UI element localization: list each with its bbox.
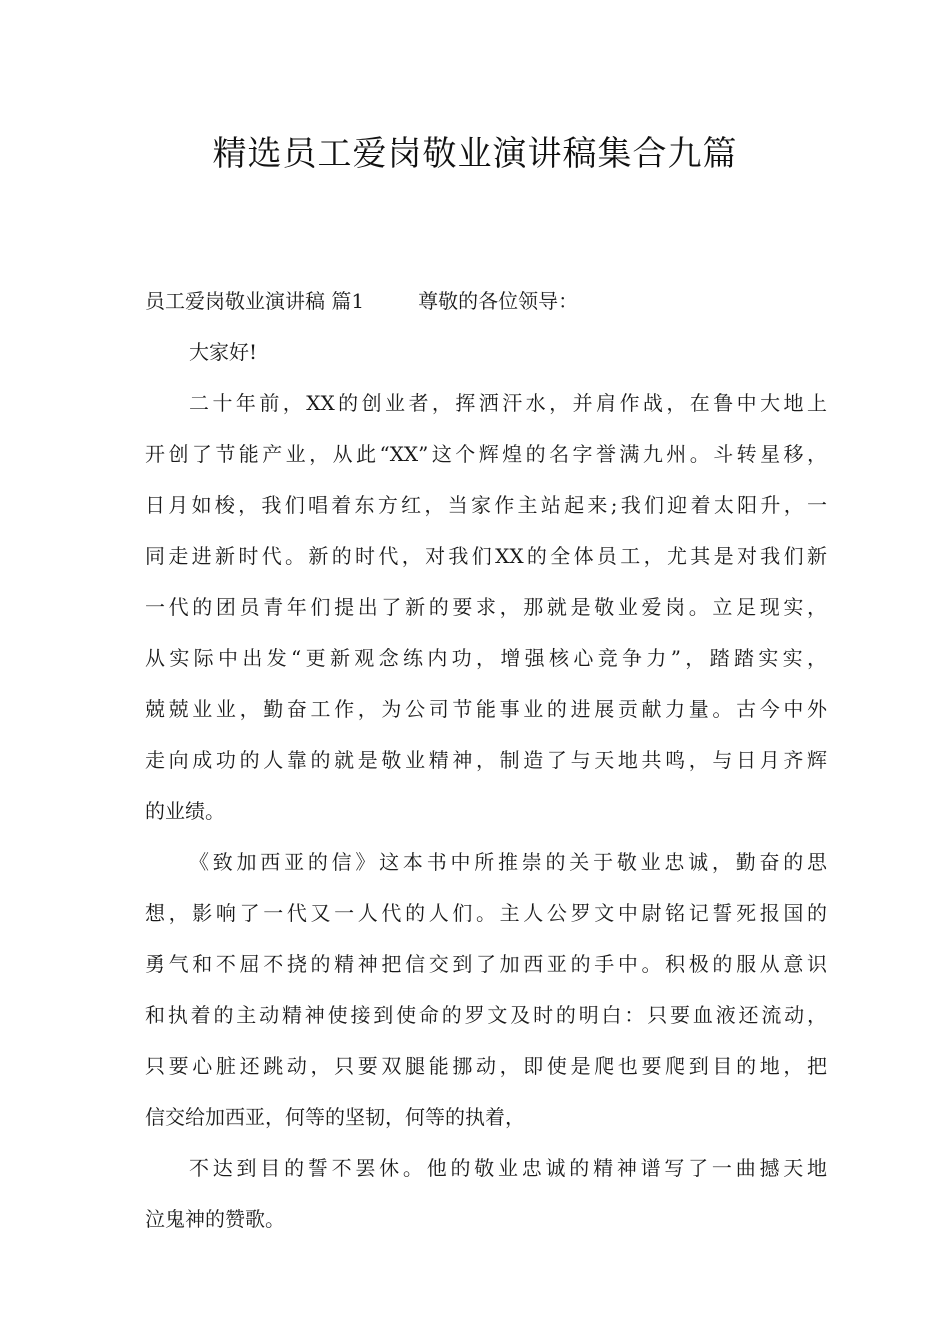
line-gap	[145, 471, 827, 488]
paragraph-line: 不达到目的誓不罢休。他的敬业忠诚的精神谱写了一曲撼天地	[189, 1156, 827, 1180]
line-gap	[145, 675, 827, 692]
line-gap	[145, 1083, 827, 1100]
paragraph-line: 想，影响了一代又一人代的人们。主人公罗文中尉铭记誓死报国的	[145, 901, 827, 925]
document-body	[145, 284, 827, 1236]
line-gap	[145, 930, 827, 947]
line-gap	[145, 1185, 827, 1202]
paragraph-gap	[145, 369, 827, 386]
paragraph-2	[145, 845, 827, 1134]
line-gap	[145, 624, 827, 641]
paragraph-line: 日月如梭，我们唱着东方红，当家作主站起来;我们迎着太阳升，一	[145, 493, 827, 517]
paragraph-line: 只要心脏还跳动，只要双腿能挪动，即使是爬也要爬到目的地，把	[145, 1054, 827, 1078]
section-heading: 员工爱岗敬业演讲稿 篇1	[145, 289, 365, 313]
paragraph-3	[145, 1151, 827, 1236]
paragraph-line: 二十年前，XX的创业者，挥洒汗水，并肩作战，在鲁中大地上	[189, 391, 827, 415]
paragraph-line: 的业绩。	[145, 799, 225, 823]
line-gap	[145, 420, 827, 437]
line-gap	[145, 879, 827, 896]
line-gap	[145, 981, 827, 998]
document-title: 精选员工爱岗敬业演讲稿集合九篇	[212, 134, 738, 174]
section-heading-line	[145, 284, 827, 318]
paragraph-line: 和执着的主动精神使接到使命的罗文及时的明白：只要血液还流动，	[145, 1003, 827, 1027]
paragraph-line: 勇气和不屈不挠的精神把信交到了加西亚的手中。积极的服从意识	[145, 952, 827, 976]
paragraph-line: 同走进新时代。新的时代，对我们XX的全体员工，尤其是对我们新	[145, 544, 827, 568]
paragraph-line: 泣鬼神的赞歌。	[145, 1207, 285, 1231]
paragraph-gap	[145, 1134, 827, 1151]
line-gap	[145, 726, 827, 743]
line-gap	[145, 573, 827, 590]
greeting: 大家好!	[189, 340, 258, 364]
paragraph-line: 从实际中出发“更新观念练内功，增强核心竞争力”，踏踏实实，	[145, 646, 827, 670]
paragraph-gap	[145, 318, 827, 335]
paragraph-line: 一代的团员青年们提出了新的要求，那就是敬业爱岗。立足现实，	[145, 595, 827, 619]
salutation: 尊敬的各位领导：	[418, 289, 579, 313]
line-gap	[145, 522, 827, 539]
paragraph-line: 信交给加西亚，何等的坚韧，何等的执着，	[145, 1105, 525, 1129]
paragraph-line: 走向成功的人靠的就是敬业精神，制造了与天地共鸣，与日月齐辉	[145, 748, 827, 772]
paragraph-1	[145, 386, 827, 828]
paragraph-line: 开创了节能产业，从此“XX”这个辉煌的名字誉满九州。斗转星移，	[145, 442, 827, 466]
paragraph-line: 兢兢业业，勤奋工作，为公司节能事业的进展贡献力量。古今中外	[145, 697, 827, 721]
paragraph-line: 《致加西亚的信》这本书中所推崇的关于敬业忠诚，勤奋的思	[189, 850, 827, 874]
line-gap	[145, 777, 827, 794]
paragraph-gap	[145, 828, 827, 845]
line-gap	[145, 1032, 827, 1049]
